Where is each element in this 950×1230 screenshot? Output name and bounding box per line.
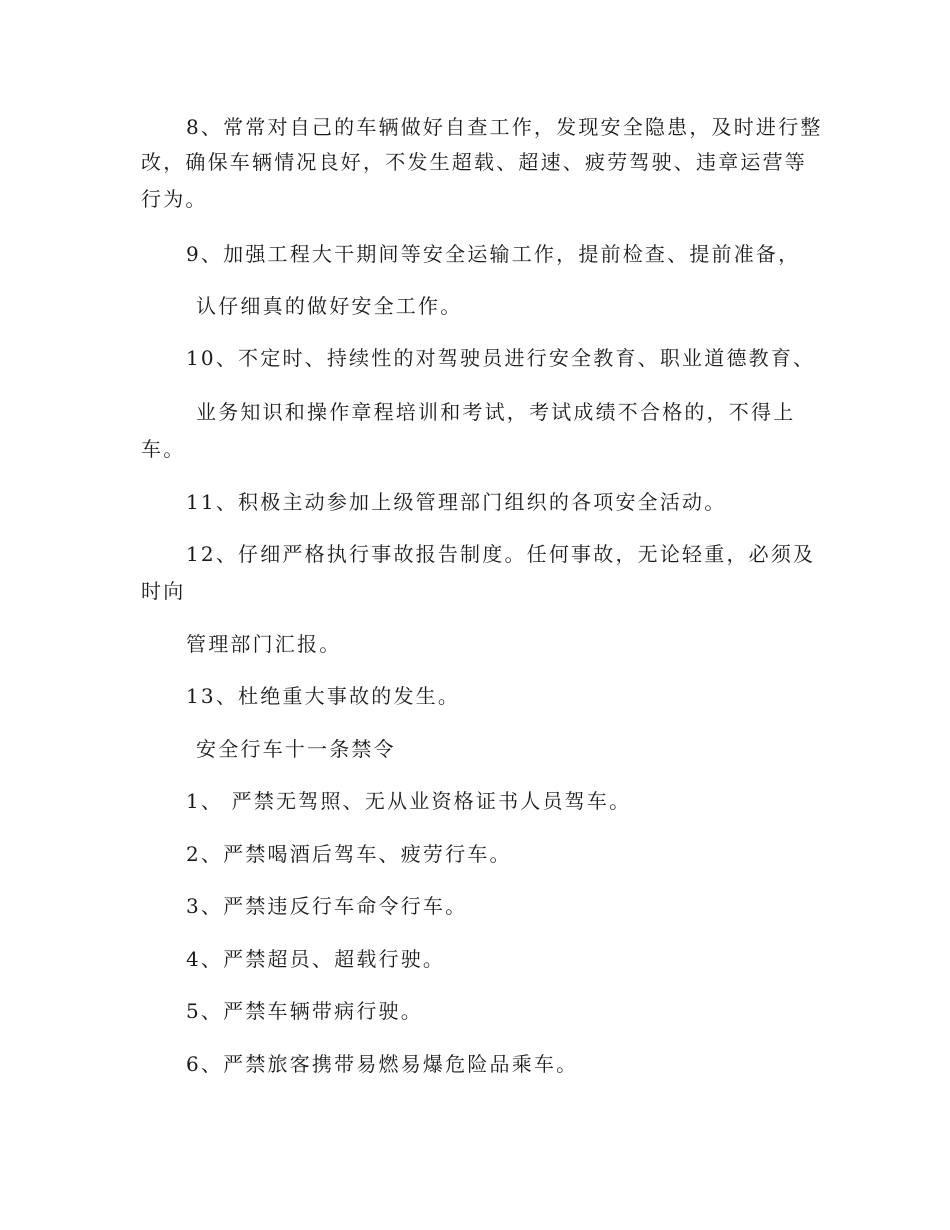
text-line: 12、仔细严格执行事故报告制度。任何事故，无论轻重，必须及 (186, 542, 816, 566)
text-line: 1、 严禁无驾照、无从业资格证书人员驾车。 (186, 789, 632, 813)
text-line: 10、不定时、持续性的对驾驶员进行安全教育、职业道德教育、 (186, 346, 816, 370)
text-line: 6、严禁旅客携带易燃易爆危险品乘车。 (186, 1052, 579, 1076)
text-line: 13、杜绝重大事故的发生。 (186, 684, 461, 708)
text-line: 11、积极主动参加上级管理部门组织的各项安全活动。 (186, 490, 727, 514)
section-heading: 安全行车十一条禁令 (196, 737, 396, 761)
text-line: 9、加强工程大干期间等安全运输工作，提前检查、提前准备， (186, 242, 801, 266)
text-line: 车。 (141, 437, 186, 461)
text-line: 4、严禁超员、超载行驶。 (186, 947, 446, 971)
text-line: 行为。 (141, 187, 208, 211)
text-line: 管理部门汇报。 (186, 632, 342, 656)
text-line: 认仔细真的做好安全工作。 (196, 294, 463, 318)
text-line: 8、常常对自己的车辆做好自查工作，发现安全隐患，及时进行整 (186, 115, 823, 139)
text-line: 3、严禁违反行车命令行车。 (186, 894, 468, 918)
text-line: 5、严禁车辆带病行驶。 (186, 999, 423, 1023)
text-line: 业务知识和操作章程培训和考试，考试成绩不合格的，不得上 (196, 400, 796, 424)
text-line: 时向 (141, 579, 186, 603)
text-line: 2、严禁喝酒后驾车、疲劳行车。 (186, 842, 512, 866)
text-line: 改，确保车辆情况良好，不发生超载、超速、疲劳驾驶、违章运营等 (141, 150, 807, 174)
